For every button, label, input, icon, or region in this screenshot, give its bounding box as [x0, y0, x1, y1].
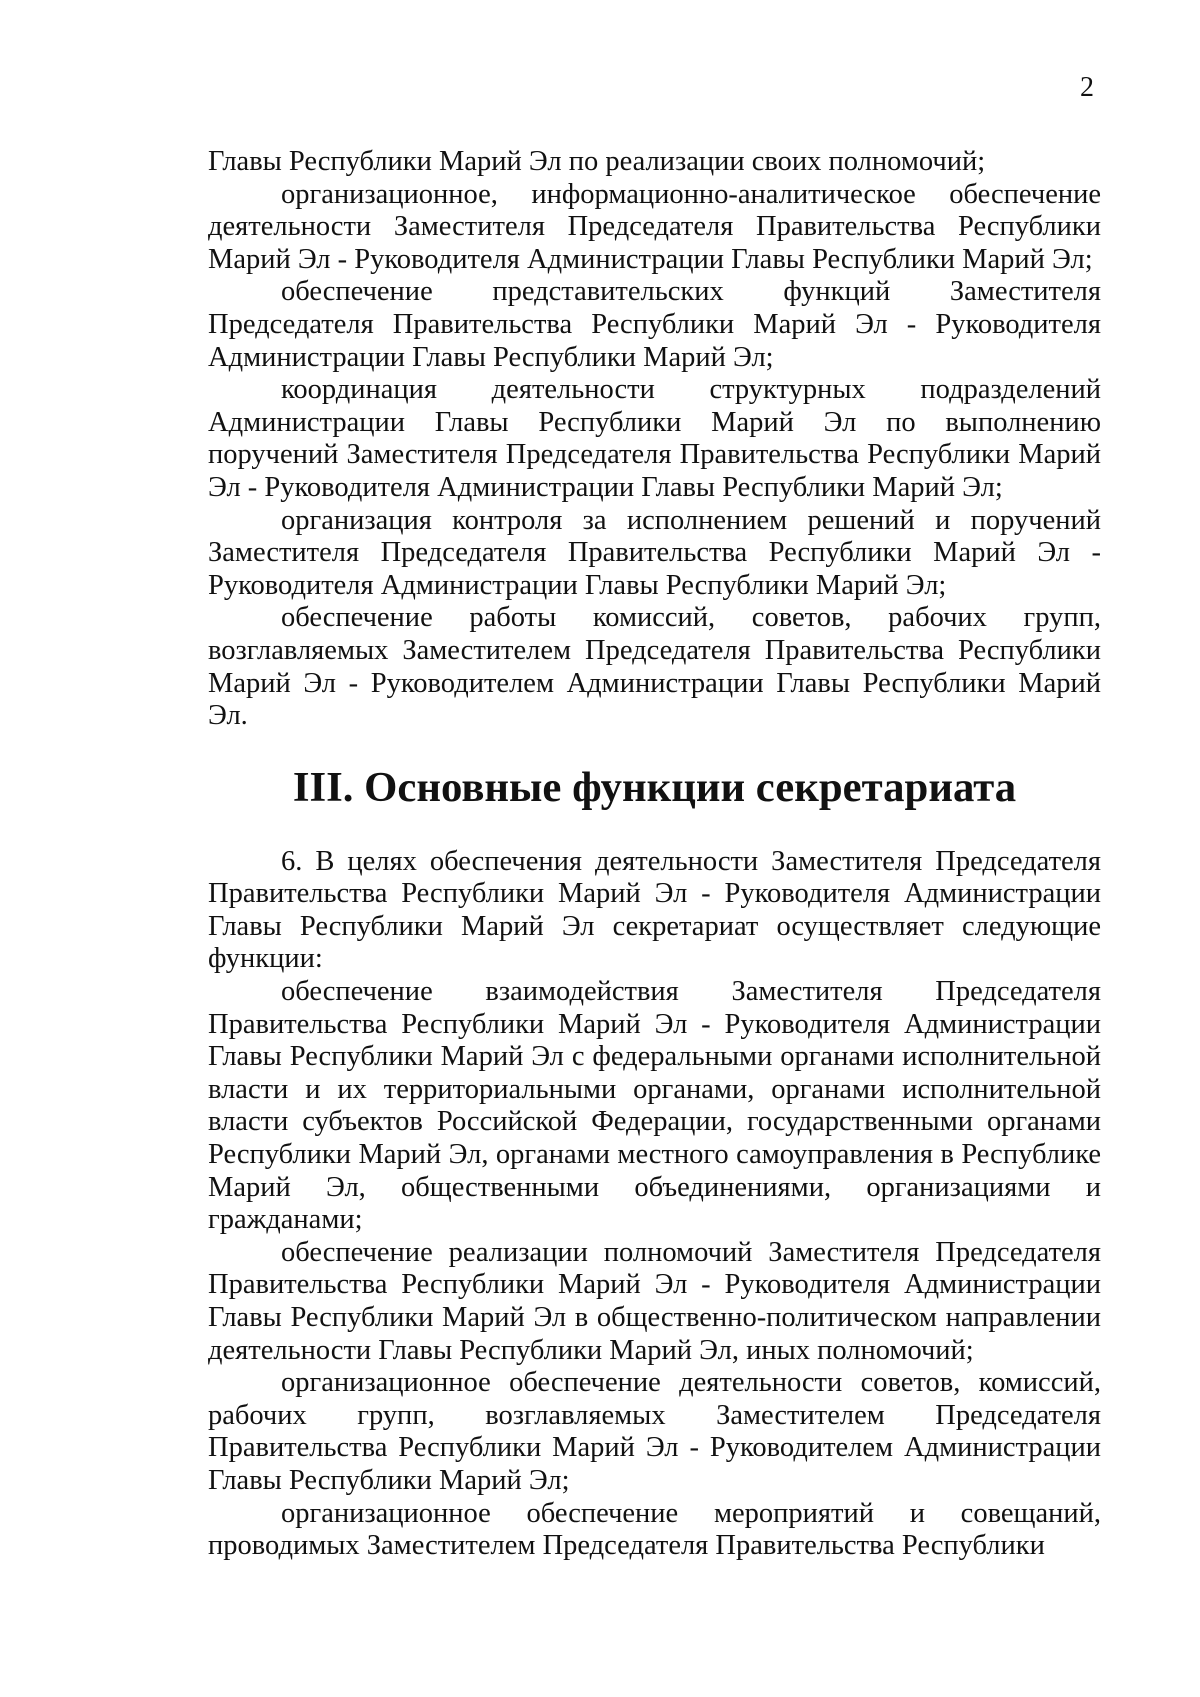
paragraph-item: организационное, информационно-аналитическое обеспечение деятельности Заместителя Председателя Правительства Республики Марий Эл - Руководителя Администрации Главы Республики Марий Эл; — [208, 178, 1101, 275]
paragraph-item: координация деятельности структурных подразделений Администрации Главы Республики Марий Эл по выполнению поручений Заместителя Председателя Правительства Республики Марий Эл - Руководителя Администрации Главы Республики Марий Эл; — [208, 374, 1101, 503]
paragraph-item: обеспечение реализации полномочий Заместителя Председателя Правительства Республики Марий Эл - Руководителя Администрации Главы Республики Марий Эл в общественно-политическом направлении деятельности Главы Республики Марий Эл, иных полномочий; — [208, 1236, 1101, 1366]
page-number: 2 — [1080, 72, 1094, 103]
paragraph-clause: 6. В целях обеспечения деятельности Заместителя Председателя Правительства Республики Марий Эл - Руководителя Администрации Главы Республики Марий Эл секретариат осуществляет следующие функции: — [208, 845, 1101, 975]
paragraph-item: обеспечение взаимодействия Заместителя Председателя Правительства Республики Марий Эл - Руководителя Администрации Главы Республики Марий Эл с федеральными органами исполнительной власти и их территориальными органами, органами исполнительной власти субъектов Российской Федерации, государственными органами Республики Марий Эл, органами местного самоуправления в Республике Марий Эл, общественными объединениями, организациями и гражданами; — [208, 976, 1101, 1236]
paragraph-item: обеспечение работы комиссий, советов, рабочих групп, возглавляемых Заместителем Председателя Правительства Республики Марий Эл - Руководителем Администрации Главы Республики Марий Эл. — [208, 602, 1101, 732]
paragraph-continuation: Главы Республики Марий Эл по реализации своих полномочий; — [208, 146, 986, 177]
paragraph-item: организационное обеспечение деятельности советов, комиссий, рабочих групп, возглавляемых Заместителем Председателя Правительства Республики Марий Эл - Руководителем Администрации Главы Республики Марий Эл; — [208, 1367, 1101, 1496]
document-body — [208, 146, 1101, 1563]
paragraph-item: организационное обеспечение мероприятий и совещаний, проводимых Заместителем Председателя Правительства Республики — [208, 1497, 1101, 1562]
paragraph-item: организация контроля за исполнением решений и поручений Заместителя Председателя Правительства Республики Марий Эл - Руководителя Администрации Главы Республики Марий Эл; — [208, 504, 1101, 601]
section-heading: III. Основные функции секретариата — [292, 763, 1017, 811]
paragraph-item: обеспечение представительских функций Заместителя Председателя Правительства Республики Марий Эл - Руководителя Администрации Главы Республики Марий Эл; — [208, 276, 1101, 373]
